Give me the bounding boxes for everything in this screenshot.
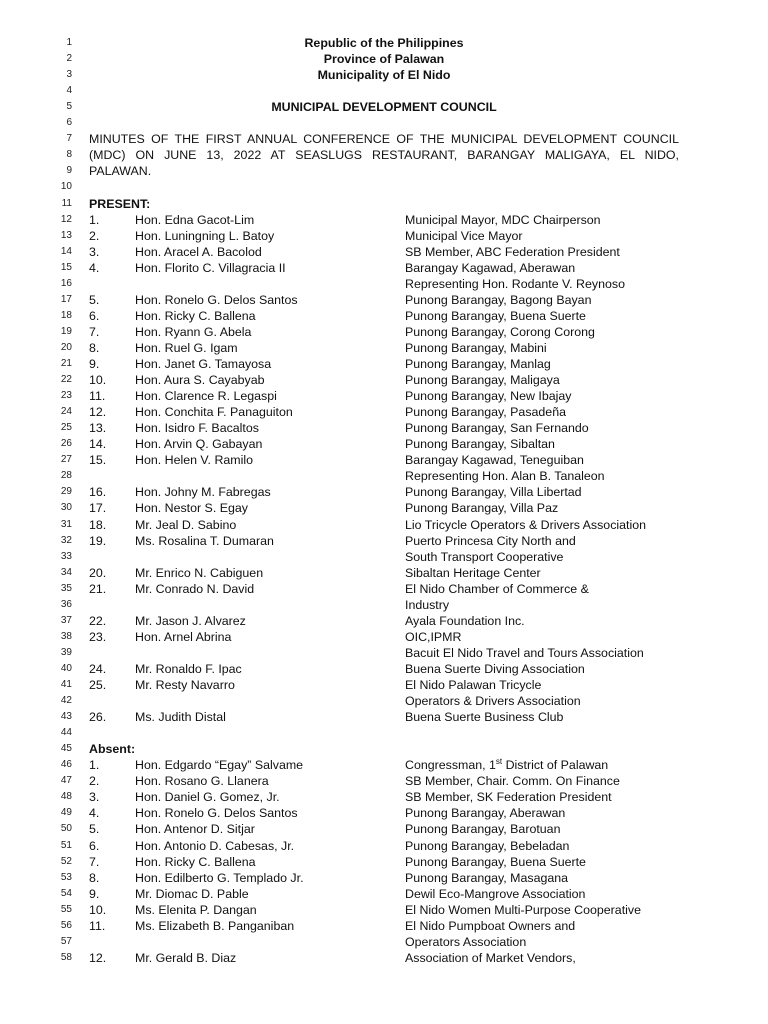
attendee-name: Hon. Conchita F. Panaguiton — [135, 405, 293, 420]
line-number: 11 — [61, 197, 72, 209]
document-line — [0, 693, 768, 709]
attendee-role: Punong Barangay, Villa Libertad — [405, 485, 582, 500]
line-number: 47 — [60, 775, 72, 787]
section-heading: PRESENT: — [89, 196, 151, 211]
attendee-number: 12. — [89, 405, 107, 420]
attendee-name: Hon. Janet G. Tamayosa — [135, 357, 272, 371]
document-line — [0, 661, 768, 677]
section-heading: Absent: — [89, 742, 136, 757]
attendee-role: Operators & Drivers Association — [405, 694, 581, 709]
line-number: 57 — [60, 935, 72, 947]
attendee-name: Hon. Helen V. Ramilo — [135, 453, 254, 468]
document-line — [0, 918, 768, 934]
attendee-role: Buena Suerte Business Club — [405, 710, 564, 725]
attendee-role: Representing Hon. Rodante V. Reynoso — [405, 276, 625, 291]
line-number: 8 — [66, 149, 72, 161]
attendee-name: Mr. Conrado N. David — [135, 581, 255, 596]
document-line — [0, 67, 768, 83]
line-number: 21 — [60, 358, 72, 369]
line-number: 23 — [60, 390, 72, 402]
document-line — [0, 35, 768, 51]
line-number: 42 — [60, 695, 72, 707]
attendee-name: Hon. Ryann G. Abela — [135, 324, 252, 339]
line-number: 30 — [60, 502, 72, 514]
attendee-number: 16. — [89, 485, 107, 500]
attendee-role: Punong Barangay, Bagong Bayan — [405, 292, 592, 307]
line-number: 25 — [60, 422, 72, 434]
line-number: 28 — [60, 470, 72, 482]
line-number: 56 — [60, 919, 72, 931]
attendee-role: El Nido Women Multi-Purpose Cooperative — [405, 902, 641, 917]
line-number: 44 — [60, 727, 72, 739]
line-number: 55 — [60, 903, 72, 915]
document-line — [0, 549, 768, 565]
line-number: 45 — [60, 743, 72, 755]
attendee-number: 17. — [89, 501, 107, 516]
document-line — [0, 886, 768, 902]
line-number: 2 — [66, 53, 72, 65]
attendee-role: Operators Association — [405, 934, 527, 949]
minutes-title-line: (MDC) ON JUNE 13, 2022 AT SEASLUGS RESTAURANT, BARANGAY MALIGAYA, EL NIDO, — [89, 148, 679, 163]
attendee-name: Hon. Florito C. Villagracia II — [135, 260, 286, 275]
line-number: 51 — [60, 839, 72, 851]
document-line — [0, 436, 768, 452]
document-line — [0, 500, 768, 516]
attendee-role: Bacuit El Nido Travel and Tours Association — [405, 645, 644, 660]
attendee-number: 9. — [89, 886, 100, 901]
document-line — [0, 99, 768, 115]
attendee-role-text: District of Palawan — [502, 758, 609, 773]
attendee-role: OIC,IPMR — [405, 629, 462, 644]
attendee-number: 22. — [89, 613, 107, 628]
attendee-number: 6. — [89, 838, 100, 853]
attendee-role: Lio Tricycle Operators & Drivers Association — [405, 517, 647, 532]
attendee-role: Punong Barangay, Manlag — [405, 357, 551, 371]
attendee-number: 8. — [89, 340, 100, 355]
attendee-role: Municipal Mayor, MDC Chairperson — [405, 212, 601, 227]
line-number: 40 — [60, 662, 72, 674]
line-number: 17 — [60, 293, 72, 305]
document-line — [0, 388, 768, 404]
attendee-role: Punong Barangay, Barotuan — [405, 822, 561, 837]
line-number: 15 — [60, 261, 72, 273]
document-line — [0, 131, 768, 147]
attendee-number: 4. — [89, 260, 100, 275]
document-line — [0, 292, 768, 308]
line-number: 4 — [66, 85, 72, 97]
line-number: 16 — [60, 277, 72, 289]
attendee-number: 5. — [89, 822, 100, 837]
document-line — [0, 260, 768, 276]
document-line — [0, 597, 768, 613]
attendee-role: Sibaltan Heritage Center — [405, 565, 541, 580]
line-number: 33 — [60, 550, 72, 562]
attendee-role: Punong Barangay, Buena Suerte — [405, 854, 586, 869]
attendee-role: SB Member, SK Federation President — [405, 790, 612, 805]
attendee-role: El Nido Chamber of Commerce & — [405, 581, 589, 596]
attendee-name: Hon. Isidro F. Bacaltos — [135, 421, 259, 436]
line-number: 10 — [60, 181, 72, 193]
line-number: 50 — [60, 823, 72, 835]
document-line — [0, 372, 768, 388]
attendee-role: Punong Barangay, Aberawan — [405, 806, 566, 821]
line-number: 12 — [60, 213, 72, 225]
line-number: 26 — [60, 438, 72, 450]
attendee-number: 14. — [89, 437, 107, 452]
line-number: 24 — [60, 406, 72, 418]
attendee-role: Punong Barangay, Mabini — [405, 340, 547, 355]
document-line — [0, 115, 768, 131]
attendee-role: Punong Barangay, Masagana — [405, 870, 569, 885]
line-number: 29 — [60, 486, 72, 498]
line-number: 7 — [66, 133, 72, 145]
document-line — [0, 789, 768, 805]
attendee-number: 25. — [89, 678, 107, 692]
document-line — [0, 228, 768, 244]
attendee-number: 19. — [89, 533, 107, 548]
document-line — [0, 838, 768, 854]
attendee-number: 9. — [89, 357, 100, 371]
council-heading: MUNICIPAL DEVELOPMENT COUNCIL — [271, 100, 497, 115]
attendee-role: El Nido Palawan Tricycle — [405, 678, 542, 692]
attendee-number: 3. — [89, 244, 100, 259]
line-number: 5 — [66, 101, 72, 113]
attendee-role: South Transport Cooperative — [405, 549, 564, 564]
document-line — [0, 677, 768, 693]
attendee-name: Ms. Judith Distal — [135, 710, 226, 725]
attendee-name: Hon. Nestor S. Egay — [135, 501, 248, 516]
document-line — [0, 276, 768, 292]
line-number: 14 — [60, 245, 72, 257]
document-line — [0, 709, 768, 725]
attendee-role: Dewil Eco-Mangrove Association — [405, 886, 586, 901]
attendee-number: 13. — [89, 421, 107, 436]
attendee-role: Buena Suerte Diving Association — [405, 661, 585, 676]
attendee-role: Punong Barangay, Buena Suerte — [405, 308, 586, 323]
document-line — [0, 340, 768, 356]
letterhead-line: Municipality of El Nido — [317, 68, 451, 83]
attendee-number: 15. — [89, 453, 107, 468]
line-number: 22 — [60, 374, 72, 386]
attendee-role: Punong Barangay, San Fernando — [405, 421, 589, 436]
attendee-name: Mr. Gerald B. Diaz — [135, 950, 237, 965]
line-number: 27 — [60, 454, 72, 466]
attendee-number: 1. — [89, 758, 100, 773]
line-number: 46 — [60, 759, 72, 771]
attendee-role: Ayala Foundation Inc. — [405, 613, 525, 628]
attendee-name: Mr. Resty Navarro — [135, 678, 235, 692]
attendee-role: Punong Barangay, New Ibajay — [405, 389, 572, 404]
attendee-role: Representing Hon. Alan B. Tanaleon — [405, 469, 605, 484]
document-line — [0, 773, 768, 789]
letterhead-line: Province of Palawan — [323, 52, 445, 67]
document-line — [0, 244, 768, 260]
attendee-name: Hon. Ruel G. Igam — [135, 340, 238, 355]
document-line — [0, 870, 768, 886]
attendee-number: 10. — [89, 902, 107, 917]
attendee-role: Barangay Kagawad, Teneguiban — [405, 453, 584, 468]
attendee-number: 4. — [89, 806, 100, 821]
attendee-name: Hon. Aura S. Cayabyab — [135, 373, 265, 388]
document-line — [0, 821, 768, 837]
document-line — [0, 645, 768, 661]
attendee-name: Hon. Aracel A. Bacolod — [135, 244, 262, 259]
minutes-title-line: MINUTES OF THE FIRST ANNUAL CONFERENCE OF THE MUNICIPAL DEVELOPMENT COUNCIL — [89, 132, 679, 147]
document-line — [0, 805, 768, 821]
attendee-role: Punong Barangay, Sibaltan — [405, 437, 555, 452]
document-line — [0, 179, 768, 195]
attendee-name: Hon. Luningning L. Batoy — [135, 228, 275, 243]
attendee-name: Mr. Enrico N. Cabiguen — [135, 565, 264, 580]
line-number: 37 — [60, 614, 72, 626]
attendee-role: Punong Barangay, Maligaya — [405, 373, 560, 388]
document-line — [0, 147, 768, 163]
line-number: 31 — [60, 518, 72, 530]
minutes-title-line: PALAWAN. — [89, 164, 152, 179]
attendee-role: Municipal Vice Mayor — [405, 228, 523, 243]
line-number: 18 — [60, 309, 72, 321]
document-line — [0, 854, 768, 870]
document-line — [0, 484, 768, 500]
document-line — [0, 757, 768, 773]
document-line — [0, 629, 768, 645]
attendee-number: 21. — [89, 581, 107, 596]
line-number: 54 — [60, 887, 72, 899]
attendee-role-text: Congressman, 1 — [405, 758, 496, 773]
line-number: 48 — [60, 791, 72, 803]
attendee-number: 3. — [89, 790, 100, 805]
line-number: 53 — [60, 871, 72, 883]
document-line — [0, 452, 768, 468]
document-line — [0, 324, 768, 340]
document-line — [0, 741, 768, 757]
attendee-name: Mr. Ronaldo F. Ipac — [135, 661, 242, 676]
line-number: 35 — [60, 582, 72, 594]
attendee-name: Hon. Daniel G. Gomez, Jr. — [135, 790, 280, 805]
ordinal-superscript: st — [495, 757, 503, 767]
document-line — [0, 308, 768, 324]
attendee-role: Punong Barangay, Villa Paz — [405, 501, 559, 516]
line-number: 1 — [66, 37, 72, 48]
attendee-name: Hon. Edna Gacot-Lim — [135, 212, 255, 227]
document-line — [0, 725, 768, 741]
attendee-number: 5. — [89, 292, 100, 307]
attendee-number: 24. — [89, 661, 107, 676]
attendee-role: Punong Barangay, Corong Corong — [405, 324, 595, 339]
document-line — [0, 163, 768, 179]
attendee-name: Hon. Ronelo G. Delos Santos — [135, 292, 298, 307]
document-line — [0, 404, 768, 420]
attendee-number: 2. — [89, 228, 100, 243]
attendee-name: Hon. Edilberto G. Templado Jr. — [135, 870, 304, 885]
line-number: 41 — [60, 679, 72, 690]
attendee-name: Mr. Jason J. Alvarez — [135, 613, 246, 628]
line-number: 49 — [60, 807, 72, 819]
document-line — [0, 533, 768, 549]
attendee-role: Punong Barangay, Bebeladan — [405, 838, 570, 853]
attendee-name: Ms. Elenita P. Dangan — [135, 902, 257, 917]
attendee-number: 1. — [89, 212, 100, 227]
attendee-role: El Nido Pumpboat Owners and — [405, 918, 576, 933]
document-line — [0, 517, 768, 533]
attendee-number: 11. — [89, 918, 106, 933]
attendee-role: Association of Market Vendors, — [405, 950, 576, 965]
attendee-role: SB Member, ABC Federation President — [405, 244, 620, 259]
attendee-name: Hon. Antenor D. Sitjar — [135, 822, 255, 837]
attendee-name: Mr. Diomac D. Pable — [135, 886, 249, 901]
attendee-number: 8. — [89, 870, 100, 885]
line-number: 19 — [60, 325, 72, 337]
attendee-number: 6. — [89, 308, 100, 323]
attendee-role: Puerto Princesa City North and — [405, 533, 576, 548]
line-number: 43 — [60, 711, 72, 723]
attendee-number: 10. — [89, 373, 107, 388]
document-line — [0, 468, 768, 484]
attendee-name: Ms. Rosalina T. Dumaran — [135, 533, 274, 548]
attendee-name: Hon. Rosano G. Llanera — [135, 774, 269, 789]
attendee-name: Hon. Ricky C. Ballena — [135, 854, 256, 869]
document-line — [0, 902, 768, 918]
attendee-number: 7. — [89, 324, 100, 339]
attendee-name: Mr. Jeal D. Sabino — [135, 517, 237, 532]
line-number: 38 — [60, 630, 72, 642]
attendee-name: Ms. Elizabeth B. Panganiban — [135, 918, 295, 933]
attendee-number: 18. — [89, 517, 107, 532]
document-line — [0, 196, 768, 212]
attendee-number: 20. — [89, 565, 107, 580]
line-number: 36 — [60, 598, 72, 610]
letterhead-line: Republic of the Philippines — [304, 36, 464, 50]
attendee-name: Hon. Ronelo G. Delos Santos — [135, 806, 298, 821]
attendee-name: Hon. Ricky C. Ballena — [135, 308, 256, 323]
attendee-name: Hon. Edgardo “Egay” Salvame — [135, 758, 304, 773]
line-number: 58 — [60, 951, 72, 963]
line-number: 3 — [66, 69, 72, 81]
document-line — [0, 51, 768, 67]
attendee-name: Hon. Arvin Q. Gabayan — [135, 437, 263, 452]
line-number: 6 — [66, 117, 72, 129]
attendee-number: 26. — [89, 710, 107, 725]
document-line — [0, 356, 768, 372]
line-number: 39 — [60, 646, 72, 658]
attendee-role — [405, 757, 608, 773]
attendee-role: Punong Barangay, Pasadeña — [405, 405, 566, 420]
line-number: 9 — [66, 165, 72, 177]
attendee-name: Hon. Johny M. Fabregas — [135, 485, 271, 500]
document-line — [0, 212, 768, 228]
attendee-role: Barangay Kagawad, Aberawan — [405, 260, 576, 275]
document-line — [0, 934, 768, 950]
attendee-number: 2. — [89, 774, 100, 789]
attendee-number: 7. — [89, 854, 100, 869]
document-line — [0, 83, 768, 99]
attendee-number: 11. — [89, 389, 106, 404]
document-line — [0, 613, 768, 629]
document-line — [0, 565, 768, 581]
attendee-role: Industry — [405, 597, 450, 612]
attendee-number: 12. — [89, 950, 107, 965]
line-number: 34 — [60, 566, 72, 578]
line-number: 13 — [60, 229, 72, 241]
attendee-role: SB Member, Chair. Comm. On Finance — [405, 774, 620, 789]
attendee-number: 23. — [89, 629, 107, 644]
line-number: 52 — [60, 855, 72, 867]
attendee-name: Hon. Antonio D. Cabesas, Jr. — [135, 838, 295, 853]
line-number: 32 — [60, 534, 72, 546]
document-line — [0, 581, 768, 597]
line-number: 20 — [60, 341, 72, 353]
attendee-name: Hon. Arnel Abrina — [135, 629, 232, 644]
document-line — [0, 420, 768, 436]
attendee-name: Hon. Clarence R. Legaspi — [135, 389, 277, 404]
document-line — [0, 950, 768, 966]
